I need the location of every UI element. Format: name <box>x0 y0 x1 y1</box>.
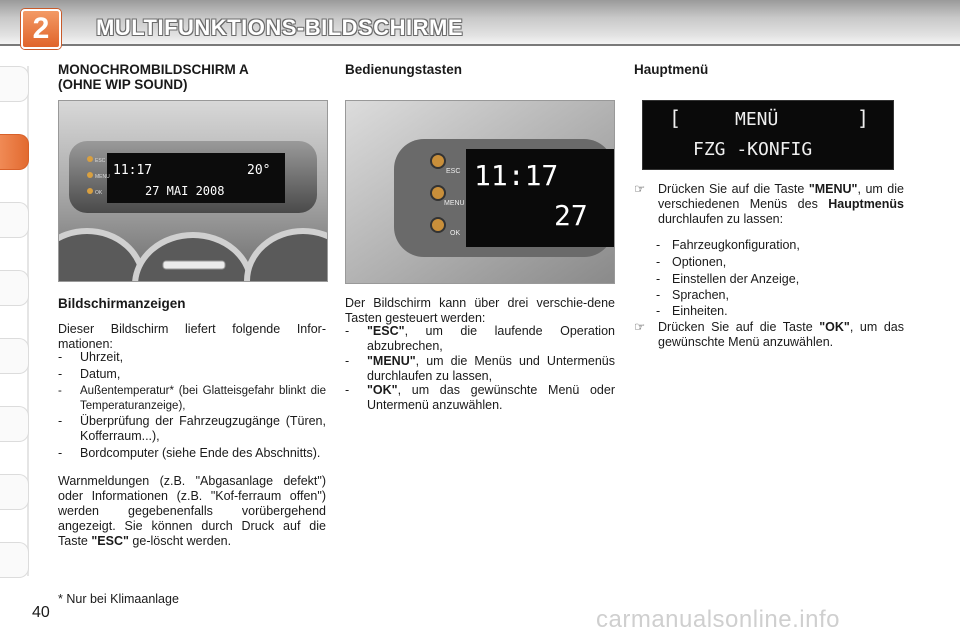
dashboard-display-photo <box>58 100 328 282</box>
chapter-tab-6[interactable] <box>0 406 29 442</box>
col1-intro: Dieser Bildschirm liefert folgende Infor-mationen: <box>58 322 326 351</box>
lcd-menu-label: MENÜ <box>735 109 779 130</box>
hand-pointer-icon: ☞ <box>634 320 646 334</box>
ctl-value: 27 <box>554 199 588 232</box>
col3-bullet-menu: ☞ Drücken Sie auf die Taste "MENU", um die verschiedenen Menüs des Hauptmenüs durchlaufen zu lassen: <box>634 182 904 226</box>
chapter-tab-2[interactable] <box>0 134 29 170</box>
page-title: MULTIFUNKTIONS-BILDSCHIRME <box>96 15 463 40</box>
watermark: carmanualsonline.info <box>596 606 840 633</box>
hand-pointer-icon: ☞ <box>634 182 646 196</box>
ctl-esc-label: ESC <box>446 168 461 175</box>
disp-date: 27 MAI 2008 <box>145 184 225 198</box>
lcd-menu-item: FZG -KONFIG <box>693 139 813 160</box>
chapter-badge: 2 <box>21 9 61 49</box>
list-item: - Überprüfung der Fahrzeugzugänge (Türen, Kofferraum...), <box>58 414 326 443</box>
list-item: - Einstellen der Anzeige, <box>656 272 800 286</box>
list-item: - Uhrzeit, <box>58 350 124 364</box>
footnote: * Nur bei Klimaanlage <box>58 592 179 606</box>
chapter-tab-5[interactable] <box>0 338 29 374</box>
list-item: - Datum, <box>58 367 121 381</box>
list-item: - Bordcomputer (siehe Ende des Abschnitts). <box>58 446 321 460</box>
col3-bullet-ok: ☞ Drücken Sie auf die Taste "OK", um das gewünschte Menü anzuwählen. <box>634 320 904 349</box>
page-number: 40 <box>32 604 50 621</box>
chapter-tab-8[interactable] <box>0 542 29 578</box>
disp-esc-label: ESC <box>95 158 106 164</box>
list-item: - Optionen, <box>656 255 727 269</box>
disp-menu-label: MENU <box>95 174 110 180</box>
col1-warning-paragraph: Warnmeldungen (z.B. "Abgasanlage defekt") oder Informationen (z.B. "Kof-ferraum offen") werden gegebenenfalls vorübergehend angezeigt. Sie können durch Druck auf die Taste "ESC" ge-löscht werden. <box>58 474 326 548</box>
ctl-ok-label: OK <box>450 230 461 237</box>
col2-title: Bedienungstasten <box>345 62 463 77</box>
chapter-tabs <box>0 66 30 586</box>
disp-temp: 20° <box>247 163 271 178</box>
list-item: - Sprachen, <box>656 288 729 302</box>
chapter-tab-7[interactable] <box>0 474 29 510</box>
chapter-tab-3[interactable] <box>0 202 29 238</box>
lcd-bracket-right: ] <box>857 106 870 130</box>
col2-intro: Der Bildschirm kann über drei verschie-dene Tasten gesteuert werden: <box>345 296 615 325</box>
header-divider <box>0 44 960 46</box>
list-item: - Einheiten. <box>656 304 728 318</box>
list-item: - Fahrzeugkonfiguration, <box>656 238 800 252</box>
lcd-bracket-left: [ <box>669 106 682 130</box>
list-item: - Außentemperatur* (bei Glatteisgefahr blinkt die Temperaturanzeige), <box>58 385 326 412</box>
col3-title: Hauptmenü <box>634 62 709 77</box>
disp-ok-label: OK <box>95 190 103 196</box>
main-menu-lcd <box>642 100 894 170</box>
col1-title: MONOCHROMBILDSCHIRM A (OHNE WIP SOUND) <box>58 62 249 92</box>
disp-time: 11:17 <box>113 163 153 178</box>
list-item: - "ESC", um die laufende Operation abzubrechen, <box>345 324 615 353</box>
list-item: - "OK", um das gewünschte Menü oder Untermenü anzuwählen. <box>345 383 615 412</box>
ctl-menu-label: MENU <box>444 200 465 207</box>
control-buttons-photo <box>345 100 615 284</box>
ctl-time: 11:17 <box>474 159 559 192</box>
section-title-bildschirmanzeigen: Bildschirmanzeigen <box>58 296 186 311</box>
chapter-tab-4[interactable] <box>0 270 29 306</box>
list-item: - "MENU", um die Menüs und Untermenüs durchlaufen zu lassen, <box>345 354 615 383</box>
chapter-tab-1[interactable] <box>0 66 29 102</box>
